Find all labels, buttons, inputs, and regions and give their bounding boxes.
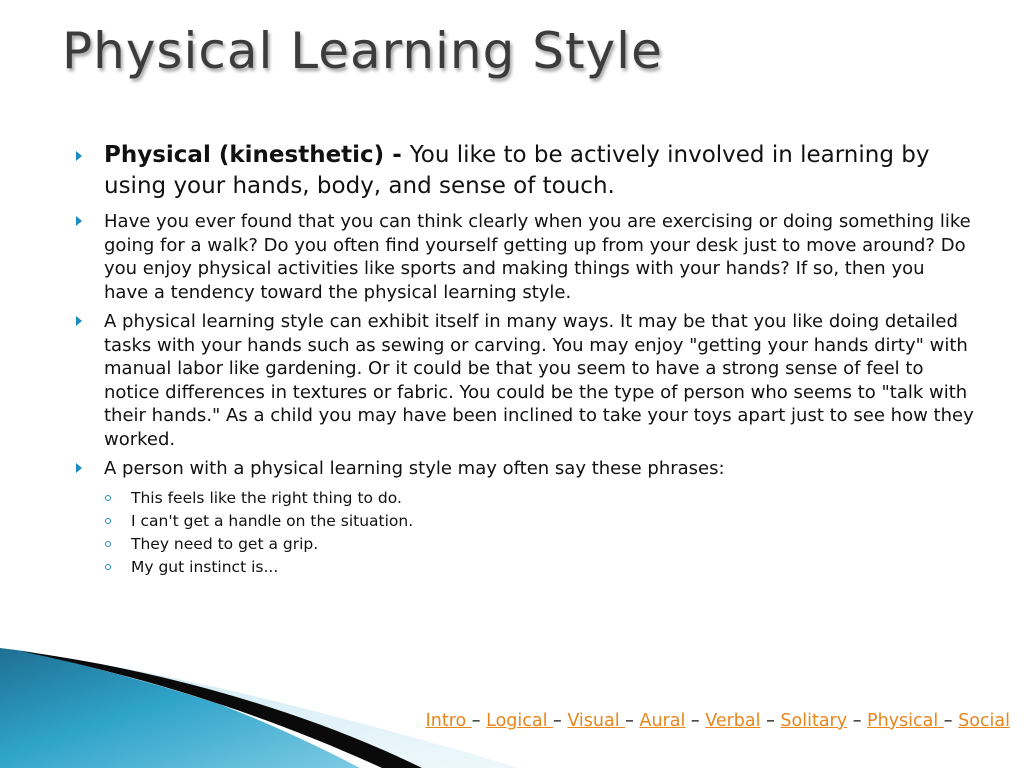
- nav-separator: –: [690, 711, 700, 731]
- bullet-text: A physical learning style can exhibit itself in many ways. It may be that you like doing detailed tasks with your hands such as sewing or carving. You may enjoy "getting your hands dirty" with manual labor like gardening. Or it could be that you seem to have a strong sense of feel to notice differences in textures or fabric. You could be the type of person who seems to "talk with their hands." As a child you may have been inclined to take your toys apart just to see how they worked.: [104, 311, 974, 450]
- slide-navigation: [426, 711, 1010, 731]
- slide-title: Physical Learning Style: [62, 22, 663, 80]
- bullet-bold-label: Physical (kinesthetic) -: [104, 142, 410, 168]
- phrase-text: This feels like the right thing to do.: [131, 488, 402, 507]
- nav-link-intro[interactable]: Intro: [425, 711, 472, 731]
- phrase-text: I can't get a handle on the situation.: [131, 511, 414, 530]
- nav-link-social[interactable]: Social: [958, 711, 1010, 731]
- bullet-text: A person with a physical learning style may often say these phrases:: [104, 458, 725, 479]
- nav-link-aural[interactable]: Aural: [639, 711, 686, 731]
- nav-link-visual[interactable]: Visual: [567, 711, 626, 731]
- nav-link-verbal[interactable]: Verbal: [705, 711, 761, 731]
- nav-separator: –: [766, 711, 775, 731]
- nav-link-physical[interactable]: Physical: [867, 711, 944, 731]
- bullet-text: Have you ever found that you can think clearly when you are exercising or doing something like going for a walk? Do you often find yourself getting up from your desk just to move around? Do you enjoy physical activities like sports and making things with your hands? If so, then you have a tendency toward the physical learning style.: [104, 211, 971, 303]
- bullet-text: You like to be actively involved in learning by using your hands, body, and sense of touch.: [104, 142, 930, 199]
- blue-swoosh-shape: [0, 648, 360, 768]
- nav-separator: –: [553, 711, 562, 731]
- nav-link-logical[interactable]: Logical: [486, 711, 554, 731]
- nav-separator: –: [852, 711, 862, 731]
- nav-separator: –: [625, 711, 634, 731]
- nav-separator: –: [471, 711, 481, 731]
- phrase-text: My gut instinct is...: [131, 557, 279, 576]
- nav-link-solitary[interactable]: Solitary: [780, 711, 848, 731]
- nav-separator: –: [943, 711, 953, 731]
- phrase-text: They need to get a grip.: [131, 534, 319, 553]
